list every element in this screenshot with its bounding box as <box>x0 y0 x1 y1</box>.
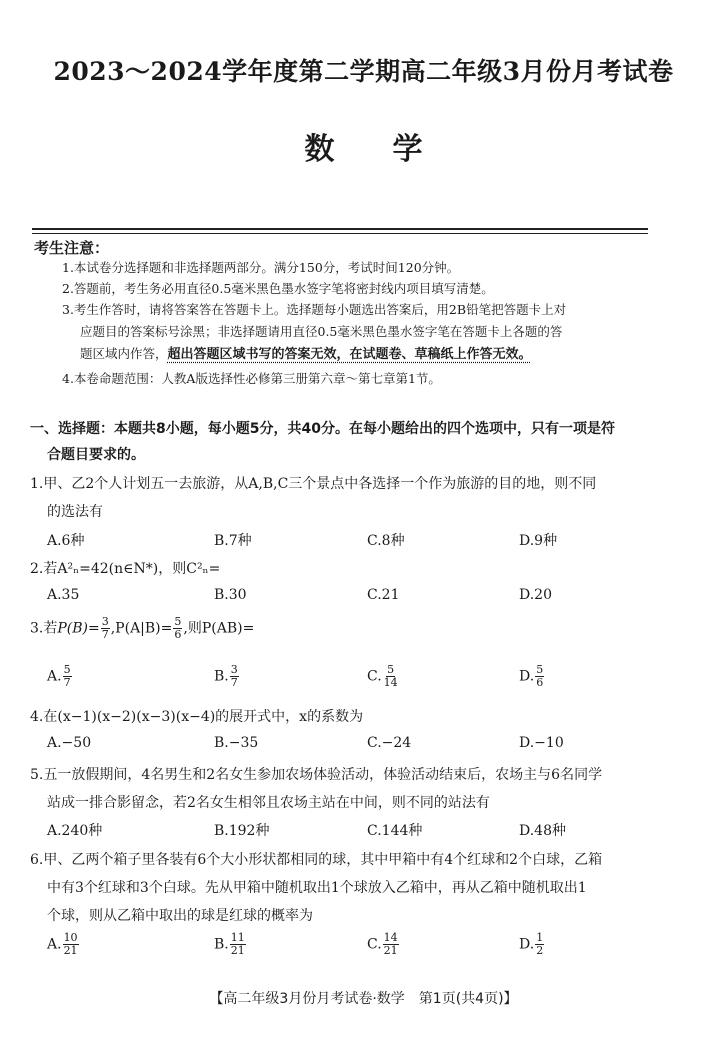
question-5-option-b: B.192种 <box>214 823 270 839</box>
question-2-stem: 2.若A²ₙ=42(n∈N*)，则C²ₙ= <box>30 561 221 577</box>
notice-item-3-line-1: 3.考生作答时，请将答案答在答题卡上。选择题每小题选出答案后，用2B铅笔把答题卡上对 <box>62 302 567 317</box>
question-4-stem: 4.在(x−1)(x−2)(x−3)(x−4)的展开式中，x的系数为 <box>30 709 364 725</box>
question-5-option-a: A.240种 <box>47 823 103 839</box>
question-5-option-c: C.144种 <box>367 823 423 839</box>
question-6-line-3: 个球，则从乙箱中取出的球是红球的概率为 <box>47 908 313 924</box>
notice-item-3-line-2: 应题目的答案标号涂黑；非选择题请用直径0.5毫米黑色墨水签字笔在答题卡上各题的答 <box>80 324 563 339</box>
question-1-line-1: 1.甲、乙2个人计划五一去旅游，从A,B,C三个景点中各选择一个作为旅游的目的地，则不同 <box>30 476 597 492</box>
question-2-option-a: A.35 <box>47 587 80 603</box>
question-4-option-a: A.−50 <box>47 735 92 751</box>
notice-item-3-emphasis: 超出答题区域书写的答案无效，在试题卷、草稿纸上作答无效。 <box>167 347 532 362</box>
question-3-option-a: A. $\frac{5}{7}$ <box>47 663 71 689</box>
notice-item-3-plain: 题区域内作答， <box>80 346 168 361</box>
question-3-option-b: B. $\frac{3}{7}$ <box>214 663 238 689</box>
question-4-option-c: C.−24 <box>367 735 412 751</box>
question-3-option-c: C. $\frac{5}{14}$ <box>367 663 398 689</box>
question-3-suffix: ,则P(AB)= <box>183 620 255 637</box>
question-3-mid: ,P(A|B)= <box>110 620 173 637</box>
question-3-pb-fraction: $\frac{3}{7}$ <box>101 615 109 641</box>
question-6-option-d: D. $\frac{1}{2}$ <box>519 931 544 957</box>
header-divider-thick <box>32 228 648 230</box>
question-1-option-a: A.6种 <box>47 533 85 549</box>
notice-item-1: 1.本试卷分选择题和非选择题两部分。满分150分，考试时间120分钟。 <box>62 260 460 275</box>
question-1-option-d: D.9种 <box>519 533 558 549</box>
question-6-line-2: 中有3个红球和3个白球。先从甲箱中随机取出1个球放入乙箱中，再从乙箱中随机取出1 <box>47 880 587 896</box>
section-1-heading: 一、选择题：本题共8小题，每小题5分，共40分。在每小题给出的四个选项中，只有一项是符 <box>30 421 615 437</box>
question-1-line-2: 的选法有 <box>47 504 103 520</box>
question-6-option-a: A. $\frac{10}{21}$ <box>47 931 78 957</box>
notice-item-3-line-3 <box>80 344 532 364</box>
question-2-option-b: B.30 <box>214 587 247 603</box>
question-4-option-b: B.−35 <box>214 735 259 751</box>
question-6-option-b: B. $\frac{11}{21}$ <box>214 931 245 957</box>
header-divider-thin <box>32 233 648 234</box>
exam-title: 2023～2024学年度第二学期高二年级3月份月考试卷 <box>53 57 674 86</box>
question-3-pb: P(B)= <box>57 620 100 637</box>
question-2-option-d: D.20 <box>519 587 552 603</box>
question-3-stem <box>30 616 254 641</box>
question-2-option-c: C.21 <box>367 587 400 603</box>
question-3-option-d: D. $\frac{5}{6}$ <box>519 663 544 689</box>
question-3-pab-fraction: $\frac{5}{6}$ <box>174 615 182 641</box>
question-4-option-d: D.−10 <box>519 735 564 751</box>
question-6-option-c: C. $\frac{14}{21}$ <box>367 931 398 957</box>
notice-heading: 考生注意： <box>34 239 110 257</box>
section-1-heading-cont: 合题目要求的。 <box>47 447 145 463</box>
page-footer: 【高二年级3月份月考试卷·数学 第1页(共4页)】 <box>209 991 518 1007</box>
question-5-line-1: 5.五一放假期间，4名男生和2名女生参加农场体验活动，体验活动结束后，农场主与6名同学 <box>30 767 603 783</box>
question-6-line-1: 6.甲、乙两个箱子里各装有6个大小形状都相同的球，其中甲箱中有4个红球和2个白球，乙箱 <box>30 852 603 868</box>
question-1-option-b: B.7种 <box>214 533 252 549</box>
question-5-option-d: D.48种 <box>519 823 566 839</box>
notice-item-4: 4.本卷命题范围：人教A版选择性必修第三册第六章～第七章第1节。 <box>62 371 441 386</box>
notice-item-2: 2.答题前，考生务必用直径0.5毫米黑色墨水签字笔将密封线内项目填写清楚。 <box>62 281 494 296</box>
subject-title: 数学 <box>304 132 481 167</box>
question-3-prefix: 3.若 <box>30 620 58 637</box>
question-1-option-c: C.8种 <box>367 533 405 549</box>
question-5-line-2: 站成一排合影留念，若2名女生相邻且农场主站在中间，则不同的站法有 <box>47 795 490 811</box>
